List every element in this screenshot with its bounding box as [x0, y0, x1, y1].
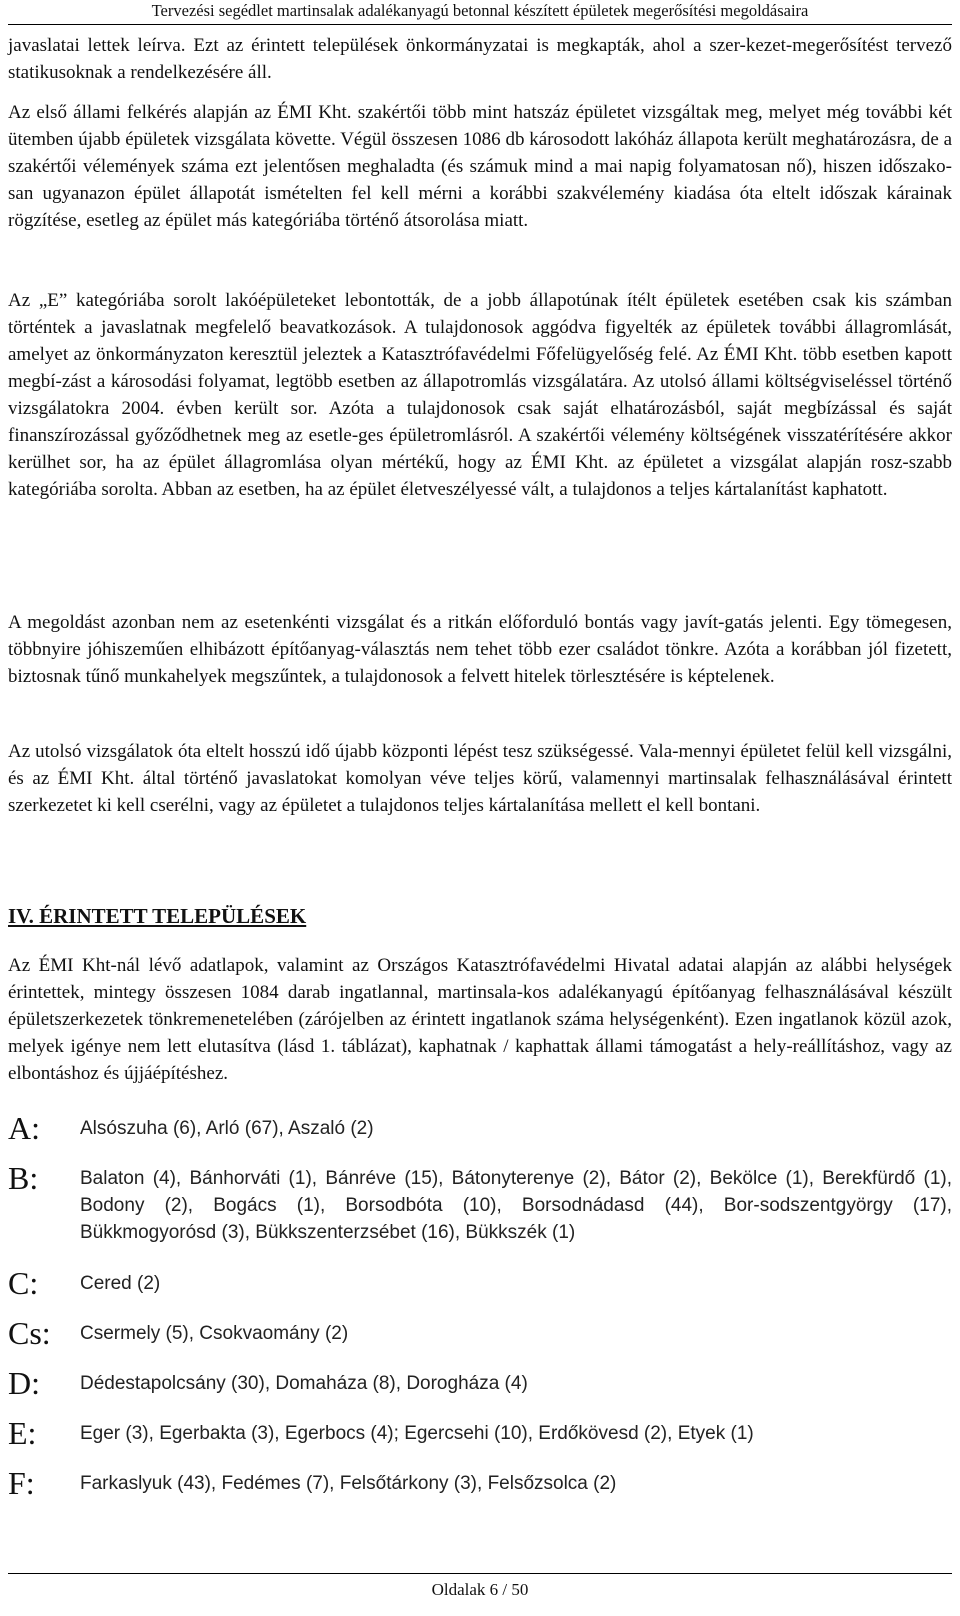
town-letter: E:: [8, 1415, 37, 1451]
town-group-c: [8, 1265, 952, 1301]
town-list: Csermely (5), Csokvaomány (2): [80, 1323, 349, 1344]
paragraph-last-inspections: Az utolsó vizsgálatok óta eltelt hosszú idő újabb központi lépést tesz szükségessé. Vala-mennyi épületet felül kell vizsgálni, és az ÉMI Kht. által történő javaslatokat komolyan véve teljes körű, valamennyi martinsalak felhasználásával érintett szerkezetet ki kell cserélni, vagy az épületet a tulajdonos teljes kártalanítása mellett el kell bontani.: [8, 741, 952, 816]
running-header: Tervezési segédlet martinsalak adalékanyagú betonnal készített épületek megerősítési megoldásaira: [151, 1, 809, 20]
section-intro: Az ÉMI Kht-nál lévő adatlapok, valamint az Országos Katasztrófavédelmi Hivatal adatai alapján az alábbi helységek érintettek, mintegy összesen 1084 darab ingatlannal, martinsala-kos adalékanyagú építőanyag felhasználásával készült épületszerkezetek tönkremenetelében (zárójelben az érintett ingatlanok száma helységenként). Ezen ingatlanok közül azok, melyek igénye nem lett elutasítva (lásd 1. táblázat), kaphatnak / kaphattak állami támogatást a hely-reállításhoz, vagy az elbontáshoz és újjáépítéshez.: [8, 955, 952, 1084]
town-list: Farkaslyuk (43), Fedémes (7), Felsőtárkony (3), Felsőzsolca (2): [80, 1473, 617, 1494]
town-group-b: [8, 1160, 952, 1246]
paragraph-first-request: Az első állami felkérés alapján az ÉMI Kht. szakértői több mint hatszáz épületet vizsgáltak meg, melyet még további két ütemben újabb épületek vizsgálata követte. Végül összesen 1086 db károsodott lakóház állapota került meghatározásra, de a szakértői vélemények száma ezt jelentősen meghaladta (és számuk mind a mai napig folyamatosan nő), hiszen időszako-san ugyanazon épület állapotát ismételten fel kell mérni a korábbi szakvélemény kiadása óta eltelt időszak kárainak rögzítése, esetleg az épület más kategóriába történő átsorolása miatt.: [8, 102, 952, 231]
section-heading: IV. ÉRINTETT TELEPÜLÉSEK: [8, 904, 307, 928]
town-list: Balaton (4), Bánhorváti (1), Bánréve (15), Bátonyterenye (2), Bátor (2), Bekölce (1), Berekfürdő (1), Bodony (2), Bogács (1), Borsodbóta (10), Borsodnádasd (44), Bor-sodszentgyörgy (17), Bükkmogyorósd (3), Bükkszenterzsébet (16), Bükkszék (1): [80, 1168, 952, 1243]
town-letter: C:: [8, 1265, 39, 1301]
footer-divider: [8, 1573, 952, 1574]
town-letter: F:: [8, 1465, 35, 1501]
town-list: Dédestapolcsány (30), Domaháza (8), Dorogháza (4): [80, 1373, 528, 1394]
town-letter: B:: [8, 1160, 39, 1196]
page-number: Oldalak 6 / 50: [431, 1580, 529, 1599]
town-group-f: [8, 1465, 952, 1501]
town-letter: A:: [8, 1110, 40, 1146]
town-letter: Cs:: [8, 1315, 51, 1351]
header-divider: [8, 24, 952, 25]
town-list: Alsószuha (6), Arló (67), Aszaló (2): [80, 1118, 374, 1139]
paragraph-solution: A megoldást azonban nem az esetenkénti vizsgálat és a ritkán előforduló bontás vagy javít-gatás jelenti. Egy tömegesen, többnyire jóhiszeműen elhibázott építőanyag-választás nem tehet több ezer családot tönkre. Azóta a korábban jól fizetett, biztosnak tűnő munkahelyek megszűntek, a tulajdonosok a felvett hitelek törlesztésére is képtelenek.: [8, 612, 952, 687]
paragraph-continuation: javaslatai lettek leírva. Ezt az érintett települések önkormányzatai is megkapták, ahol a szer-kezet-megerősítést tervező statikusoknak a rendelkezésére áll.: [8, 35, 952, 83]
town-group-cs: [8, 1315, 952, 1351]
town-group-e: [8, 1415, 952, 1451]
town-list: Eger (3), Egerbakta (3), Egerbocs (4); Egercsehi (10), Erdőkövesd (2), Etyek (1): [80, 1423, 754, 1444]
paragraph-e-category: Az „E” kategóriába sorolt lakóépületeket lebontották, de a jobb állapotúnak ítélt épületek esetében csak kis számban történtek a javaslatnak megfelelő beavatkozások. A tulajdonosok aggódva figyelték az épületek további állagromlását, amelyet az önkormányzaton keresztül jeleztek a Katasztrófavédelmi Főfelügyelőség felé. Az ÉMI Kht. több esetben kapott megbí-zást a károsodási folyamat, legtöbb esetben az állapotromlás vizsgálatára. Az utolsó állami költségviseléssel történő vizsgálatokra 2004. évben került sor. Azóta a tulajdonosok csak saját elhatározásból, saját megbízással és saját finanszírozással győződhetnek meg az esetle-ges épületromlásról. A szakértői vélemény költségének visszatérítésére akkor kerülhet sor, ha az épület állagromlása olyan mértékű, hogy az ÉMI Kht. az épületet a vizsgálat alapján rosz-szabb kategóriába sorolta. Abban az esetben, ha az épület életveszélyessé vált, a tulajdonos a teljes kártalanítást kaphatott.: [8, 290, 952, 500]
town-letter: D:: [8, 1365, 40, 1401]
town-group-d: [8, 1365, 952, 1401]
town-group-a: [8, 1110, 952, 1146]
town-list: Cered (2): [80, 1273, 161, 1294]
